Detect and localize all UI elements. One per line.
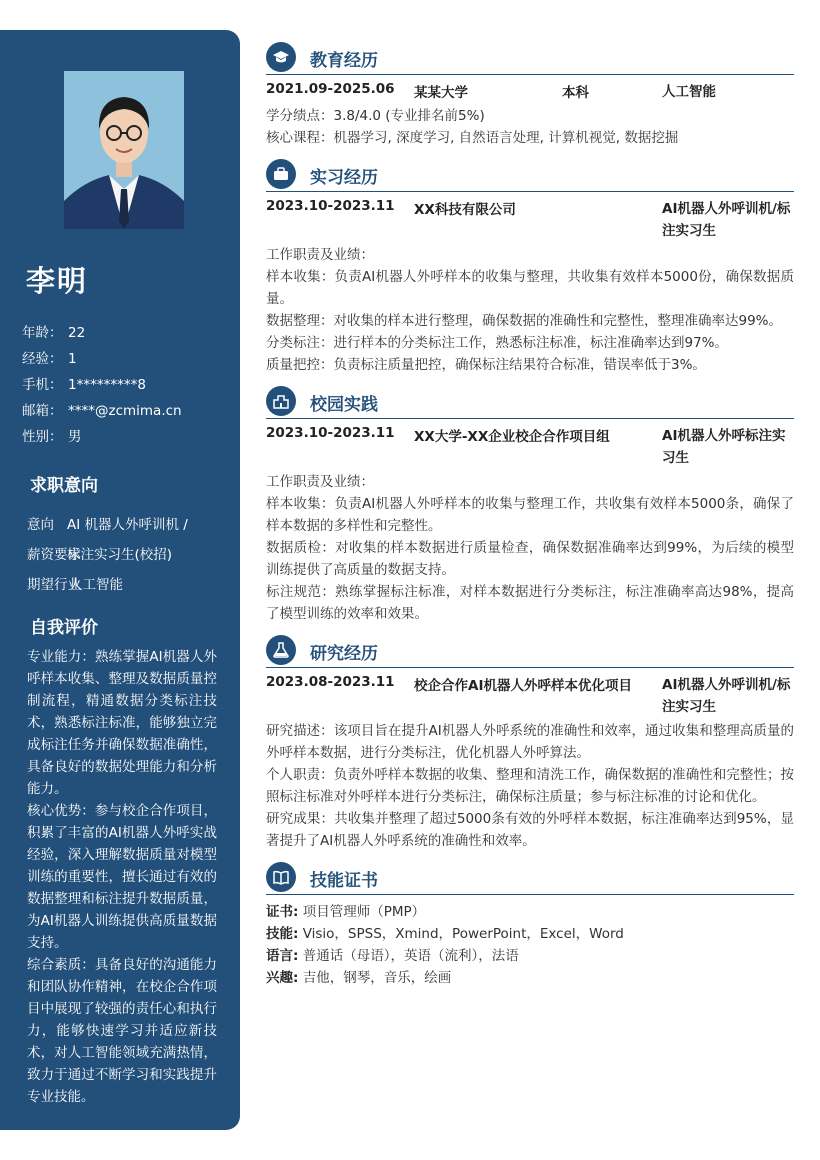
info-phone: 手机： 1*********8 — [22, 377, 146, 393]
section-title: 校园实践 — [310, 395, 378, 415]
info-gender: 性别： 男 — [22, 429, 82, 445]
skills-list — [266, 901, 794, 989]
skill-row-language: 语言: 普通话（母语），英语（流利），法语 — [266, 948, 519, 964]
intent-salary: 薪资要求 标注实习生(校招) — [27, 547, 173, 563]
evaluation-title: 自我评价 — [30, 618, 98, 638]
section-header — [266, 633, 794, 668]
info-experience: 经验： 1 — [22, 351, 77, 367]
eval-paragraph: 专业能力：熟练掌握AI机器人外呼样本收集、整理及数据质量控制流程，精通数据分类标注技术，熟悉标注标准，能够独立完成标注任务并确保数据准确性，具备良好的数据处理能力和分析能力。 — [27, 649, 217, 797]
section-header — [266, 860, 794, 895]
book-icon — [266, 862, 296, 892]
campus-section — [266, 384, 794, 625]
intent-title: 求职意向 — [30, 476, 98, 496]
eval-paragraph: 综合素质：具备良好的沟通能力和团队协作精神，在校企合作项目中展现了较强的责任心和执行力，能够快速学习并适应新技术，对人工智能领域充满热情，致力于通过不断学习和实践提升专业技能。 — [27, 957, 217, 1105]
research-entry: 2023.08-2023.11 校企合作AI机器人外呼样本优化项目 AI机器人外呼训机/标注实习生 — [266, 674, 791, 715]
section-header — [266, 384, 794, 419]
profile-photo — [64, 71, 184, 229]
skills-section — [266, 860, 794, 989]
job-intent — [27, 510, 217, 600]
skill-row-interests: 兴趣: 吉他，钢琴，音乐，绘画 — [266, 970, 452, 986]
campus-entry: 2023.10-2023.11 XX大学-XX企业校企合作项目组 AI机器人外呼标注实习生 — [266, 425, 786, 466]
basic-info — [22, 320, 182, 450]
campus-building-icon — [266, 386, 296, 416]
intent-industry: 期望行业 人工智能 — [27, 577, 123, 593]
education-section — [266, 40, 794, 149]
skill-row-certificate: 证书: 项目管理师（PMP） — [266, 904, 426, 920]
section-header — [266, 40, 794, 75]
research-section — [266, 633, 794, 852]
briefcase-icon — [266, 159, 296, 189]
intent-position: 意向 AI 机器人外呼训机 / — [27, 517, 188, 533]
internship-entry: 2023.10-2023.11 XX科技有限公司 AI机器人外呼训机/标注实习生 — [266, 198, 791, 239]
info-email: 邮箱： ****@zcmima.cn — [22, 403, 182, 419]
campus-details: 工作职责及业绩： 样本收集：负责AI机器人外呼样本的收集与整理工作，共收集有效样本5000条，确保了样本数据的多样性和完整性。 数据质检：对收集的样本数据进行质量检查，确保数据准确率达到99%，为后续的模型训练提供了高质量的数据支持。 标注规范：熟练掌握标注标准，对样本数据进行分类标注，标注准确率高达98%，提高了模型训练的效率和效果。 — [266, 474, 794, 622]
sidebar — [0, 30, 240, 1130]
section-title: 技能证书 — [310, 871, 378, 891]
self-evaluation — [27, 646, 217, 1108]
section-title: 研究经历 — [310, 644, 378, 664]
section-title: 教育经历 — [310, 51, 378, 71]
info-age: 年龄： 22 — [22, 325, 86, 341]
section-title: 实习经历 — [310, 168, 378, 188]
flask-icon — [266, 635, 296, 665]
research-details: 研究描述：该项目旨在提升AI机器人外呼系统的准确性和效率，通过收集和整理高质量的外呼样本数据，进行分类标注，优化机器人外呼算法。 个人职责：负责外呼样本数据的收集、整理和清洗工作，确保数据的准确性和完整性；按照标注标准对外呼样本进行分类标注，确保标注质量；参与标注标准的讨论和优化。 研究成果：共收集并整理了超过5000条有效的外呼样本数据，标注准确率达到95%，显著提升了AI机器人外呼系统的准确性和效率。 — [266, 723, 794, 849]
graduation-cap-icon — [266, 42, 296, 72]
education-details: 学分绩点：3.8/4.0 (专业排名前5%) 核心课程：机器学习, 深度学习, 自然语言处理, 计算机视觉, 数据挖掘 — [266, 108, 679, 146]
internship-details: 工作职责及业绩： 样本收集：负责AI机器人外呼样本的收集与整理，共收集有效样本5000份，确保数据质量。 数据整理：对收集的样本进行整理，确保数据的准确性和完整性，整理准确率达99%。 分类标注：进行样本的分类标注工作，熟悉标注标准，标注准确率达到97%。 质量把控：负责标注质量把控，确保标注结果符合标准，错误率低于3%。 — [266, 247, 794, 373]
eval-paragraph: 核心优势：参与校企合作项目，积累了丰富的AI机器人外呼实战经验，深入理解数据质量对模型训练的重要性，擅长通过有效的数据整理和标注提升数据质量，为AI机器人训练提供高质量数据支持。 — [27, 803, 217, 951]
education-entry: 2021.09-2025.06 某某大学 本科 人工智能 — [266, 81, 716, 101]
candidate-name: 李明 — [26, 264, 89, 298]
skill-row-skills: 技能: Visio，SPSS，Xmind，PowerPoint，Excel，Word — [266, 926, 624, 942]
internship-section — [266, 157, 794, 376]
section-header — [266, 157, 794, 192]
main-content — [266, 40, 794, 997]
